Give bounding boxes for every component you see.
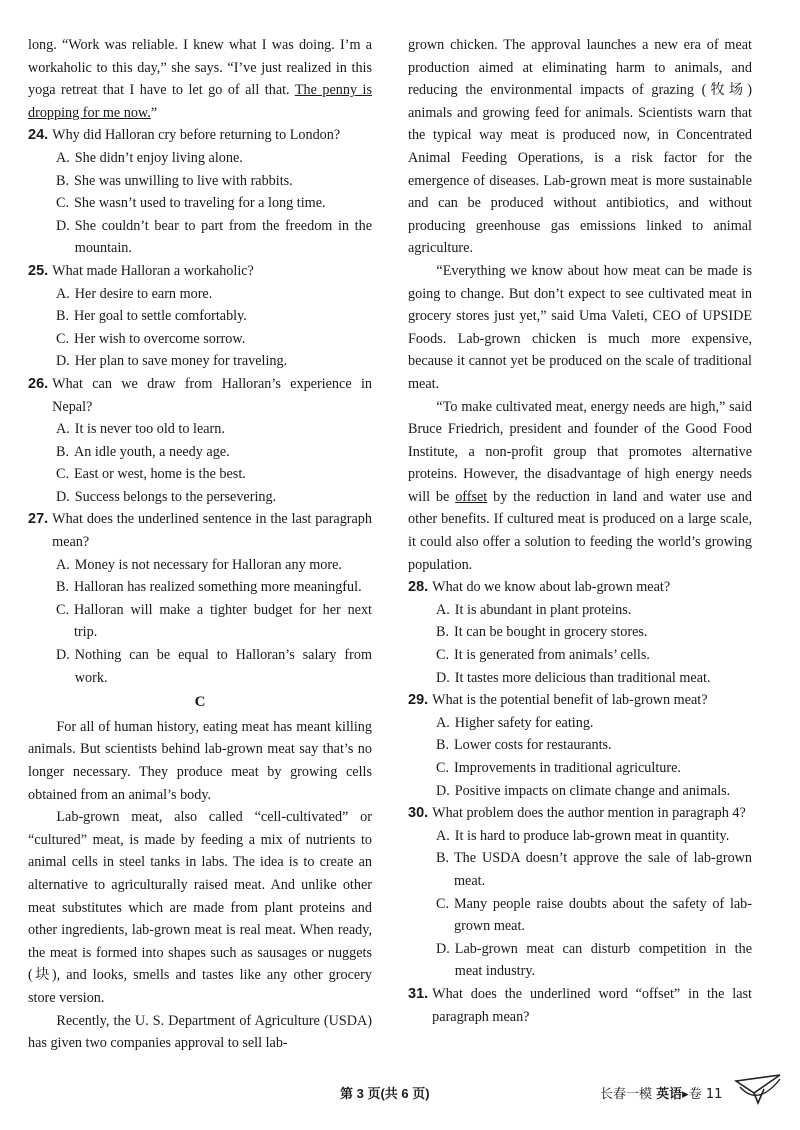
option-text: She couldn’t bear to part from the freedom in the mountain.: [74, 217, 372, 257]
option-text: East or west, home is the best.: [74, 466, 246, 483]
question-list-right: [408, 576, 752, 1028]
question-number: 24.: [28, 127, 49, 144]
series-name: 长春一模: [600, 1087, 653, 1102]
exam-series-label: [600, 1083, 722, 1102]
option-text: It is generated from animals’ cells.: [454, 647, 650, 664]
answer-option[interactable]: [28, 463, 372, 486]
option-label: D.: [56, 488, 70, 505]
question-stem: [408, 802, 752, 825]
option-label: B.: [56, 172, 70, 189]
passage-paragraph-2: Lab-grown meat, also called “cell-cultivated” or “cultured” meat, is made by feeding a mix of nutrients to animal cells in steel tanks in labs. The idea is to create an alternative to agriculturally raised meat. And unlike other meat substitutes which are made from plant proteins and other ingredients, lab-grown meat is real meat. When ready, the meat is formed into shapes such as sausages or nuggets (块), and looks, smells and tastes like any other grocery store version.: [28, 809, 372, 1006]
option-label: A.: [436, 827, 450, 844]
option-text: Positive impacts on climate change and animals.: [454, 782, 731, 799]
option-text: She wasn’t used to traveling for a long time.: [74, 195, 326, 212]
option-list: [408, 825, 752, 983]
question-stem: [28, 124, 372, 147]
option-label: B.: [56, 443, 70, 460]
option-label: B.: [436, 737, 450, 754]
question-text: What does the underlined sentence in the last paragraph mean?: [52, 511, 372, 551]
answer-option[interactable]: [28, 599, 372, 644]
option-list: [28, 554, 372, 690]
answer-option[interactable]: [408, 757, 752, 780]
option-text: Nothing can be equal to Halloran’s salary from work.: [74, 647, 372, 686]
option-label: C.: [436, 647, 450, 664]
question-number: 28.: [408, 579, 429, 596]
option-label: D.: [56, 647, 70, 664]
intro-closing-quote: ”: [150, 104, 158, 121]
option-list: [408, 599, 752, 689]
option-label: A.: [436, 714, 450, 731]
question-text: What does the underlined word “offset” in the last paragraph mean?: [432, 985, 752, 1025]
question-text: What made Halloran a workaholic?: [52, 262, 254, 279]
option-label: D.: [436, 782, 450, 799]
question-stem: [408, 983, 752, 1028]
option-text: Improvements in traditional agriculture.: [454, 760, 681, 776]
question-27: [28, 508, 372, 689]
question-stem: [28, 260, 372, 283]
answer-option[interactable]: [408, 825, 752, 848]
answer-option[interactable]: [28, 283, 372, 306]
option-text: Her goal to settle comfortably.: [74, 308, 247, 325]
option-label: C.: [56, 466, 70, 483]
option-text: Money is not necessary for Halloran any more.: [74, 556, 342, 573]
question-30: [408, 802, 752, 983]
option-list: [408, 712, 752, 802]
option-text: Halloran has realized something more meaningful.: [74, 579, 362, 596]
option-label: C.: [56, 195, 70, 212]
option-label: A.: [56, 285, 70, 302]
answer-option[interactable]: [28, 486, 372, 509]
option-text: She didn’t enjoy living alone.: [74, 149, 243, 166]
option-list: [28, 283, 372, 373]
option-text: Higher safety for eating.: [454, 714, 594, 731]
answer-option[interactable]: [28, 441, 372, 464]
page-number: 第 3 页(共 6 页): [340, 1086, 430, 1101]
answer-option[interactable]: [408, 667, 752, 690]
paragraph-5-before: “To make cultivated meat, energy needs are high,” said Bruce Friedrich, president and founder of the Good Food Institute, a non-profit group that promotes alternative proteins. However, the disadvantage of high energy needs will be: [408, 398, 752, 505]
option-label: A.: [56, 556, 70, 573]
question-25: [28, 260, 372, 373]
option-text: An idle youth, a needy age.: [74, 443, 230, 460]
option-label: B.: [436, 850, 450, 867]
question-stem: [28, 508, 372, 553]
question-28: [408, 576, 752, 689]
option-text: It is never too old to learn.: [74, 421, 225, 438]
answer-option[interactable]: [28, 554, 372, 577]
paragraph-5-after: by the reduction in land and water use and other benefits. If cultured meat is produced on a large scale, it could also offer a solution to feeding the world’s growing population.: [408, 488, 752, 573]
option-label: A.: [436, 601, 450, 618]
volume-label: 卷 11: [688, 1087, 723, 1102]
answer-option[interactable]: [408, 644, 752, 667]
option-label: D.: [436, 940, 450, 957]
answer-option[interactable]: [408, 712, 752, 735]
answer-option[interactable]: [28, 418, 372, 441]
arrow-icon: ▸: [682, 1087, 689, 1102]
question-text: Why did Halloran cry before returning to London?: [52, 127, 341, 144]
option-text: It tastes more delicious than traditional meat.: [454, 669, 711, 686]
option-label: D.: [56, 217, 70, 234]
answer-option[interactable]: [28, 305, 372, 328]
right-column: [408, 34, 752, 1028]
question-stem: [28, 373, 372, 418]
answer-option[interactable]: [28, 576, 372, 599]
option-text: Her desire to earn more.: [74, 285, 213, 302]
answer-option[interactable]: [28, 644, 372, 689]
answer-option[interactable]: [408, 780, 752, 803]
answer-option[interactable]: [408, 847, 752, 892]
option-label: D.: [436, 669, 450, 686]
question-text: What do we know about lab-grown meat?: [432, 579, 671, 596]
option-label: C.: [56, 330, 70, 347]
question-text: What is the potential benefit of lab-grown meat?: [432, 692, 708, 709]
section-title: C: [194, 694, 206, 711]
option-list: [28, 418, 372, 508]
answer-option[interactable]: [28, 147, 372, 170]
option-text: She was unwilling to live with rabbits.: [74, 172, 293, 189]
question-29: [408, 689, 752, 802]
option-text: It is abundant in plant proteins.: [454, 601, 632, 618]
option-text: It can be bought in grocery stores.: [454, 624, 648, 641]
option-text: Many people raise doubts about the safety of lab-grown meat.: [454, 895, 752, 935]
question-stem: [408, 576, 752, 599]
underlined-word-offset: offset: [455, 488, 488, 505]
answer-option[interactable]: [408, 893, 752, 938]
intro-paragraph-end: [28, 34, 372, 124]
question-number: 27.: [28, 511, 49, 528]
question-list-left: [28, 124, 372, 689]
answer-option[interactable]: [408, 621, 752, 644]
page-footer: [0, 1079, 800, 1109]
intro-text: long. “Work was reliable. I knew what I was doing. I’m a workaholic to this day,” she says. “I’ve just realized in this yoga retreat that I have to let go of all that.: [28, 37, 372, 99]
option-label: B.: [56, 579, 70, 596]
underlined-sentence: The penny is dropping for me now.: [28, 82, 372, 121]
option-label: C.: [436, 895, 450, 912]
answer-option[interactable]: [408, 938, 752, 983]
question-text: What problem does the author mention in paragraph 4?: [432, 805, 746, 822]
option-text: Her plan to save money for traveling.: [74, 353, 288, 370]
question-stem: [408, 689, 752, 712]
passage-paragraph-4: “Everything we know about how meat can be made is going to change. But don’t expect to see cultivated meat in grocery stores just yet,” said Uma Valeti, CEO of UPSIDE Foods. Lab-grown chicken is much more expensive, because it cannot yet be produced on the scale of traditional meat.: [408, 262, 752, 392]
answer-option[interactable]: [28, 215, 372, 260]
passage-paragraph-1: For all of human history, eating meat has meant killing animals. But scientists behind lab-grown meat say that’s no longer necessary. They produce meat by growing cells obtained from an animal’s body.: [28, 718, 372, 803]
question-number: 26.: [28, 375, 49, 392]
option-text: Lower costs for restaurants.: [454, 737, 612, 754]
question-number: 30.: [408, 805, 429, 822]
answer-option[interactable]: [28, 350, 372, 373]
paper-plane-icon: [734, 1073, 784, 1107]
option-text: It is hard to produce lab-grown meat in quantity.: [454, 827, 730, 844]
answer-option[interactable]: [408, 599, 752, 622]
question-31: [408, 983, 752, 1028]
question-number: 25.: [28, 262, 49, 279]
question-number: 31.: [408, 985, 429, 1002]
option-list: [28, 147, 372, 260]
option-text: Her wish to overcome sorrow.: [74, 330, 246, 347]
option-label: A.: [56, 421, 70, 438]
question-number: 29.: [408, 692, 429, 709]
option-label: D.: [56, 353, 70, 370]
option-label: A.: [56, 149, 70, 166]
subject-label: 英语: [656, 1087, 683, 1102]
question-text: What can we draw from Halloran’s experience in Nepal?: [52, 375, 372, 415]
option-text: Lab-grown meat can disturb competition in the meat industry.: [454, 940, 752, 980]
passage-paragraph-3: Recently, the U. S. Department of Agriculture (USDA) has given two companies approval to sell lab-: [28, 1012, 372, 1052]
passage-paragraph-5: [408, 396, 752, 577]
left-column: [28, 34, 372, 1055]
question-24: [28, 124, 372, 260]
option-label: C.: [436, 760, 450, 776]
option-label: B.: [436, 624, 450, 641]
option-label: C.: [56, 601, 70, 618]
passage-paragraph-3-continued: grown chicken. The approval launches a new era of meat production aimed at eliminating harm to animals, and reducing the environmental impacts of grazing (牧场) animals and growing feed for animals. Scientists warn that the typical way meat is produced now, in Concentrated Animal Feeding Operations, is a risk factor for the emergence of diseases. Lab-grown meat is more sustainable and can be produced without antibiotics, and without producing greenhouse gas emissions linked to animal agriculture.: [408, 37, 752, 257]
answer-option[interactable]: [28, 192, 372, 215]
answer-option[interactable]: [28, 170, 372, 193]
option-text: Success belongs to the persevering.: [74, 488, 277, 505]
question-26: [28, 373, 372, 509]
answer-option[interactable]: [408, 734, 752, 757]
answer-option[interactable]: [28, 328, 372, 351]
option-text: The USDA doesn’t approve the sale of lab-grown meat.: [454, 850, 752, 889]
option-label: B.: [56, 308, 70, 325]
option-text: Halloran will make a tighter budget for her next trip.: [74, 601, 372, 641]
